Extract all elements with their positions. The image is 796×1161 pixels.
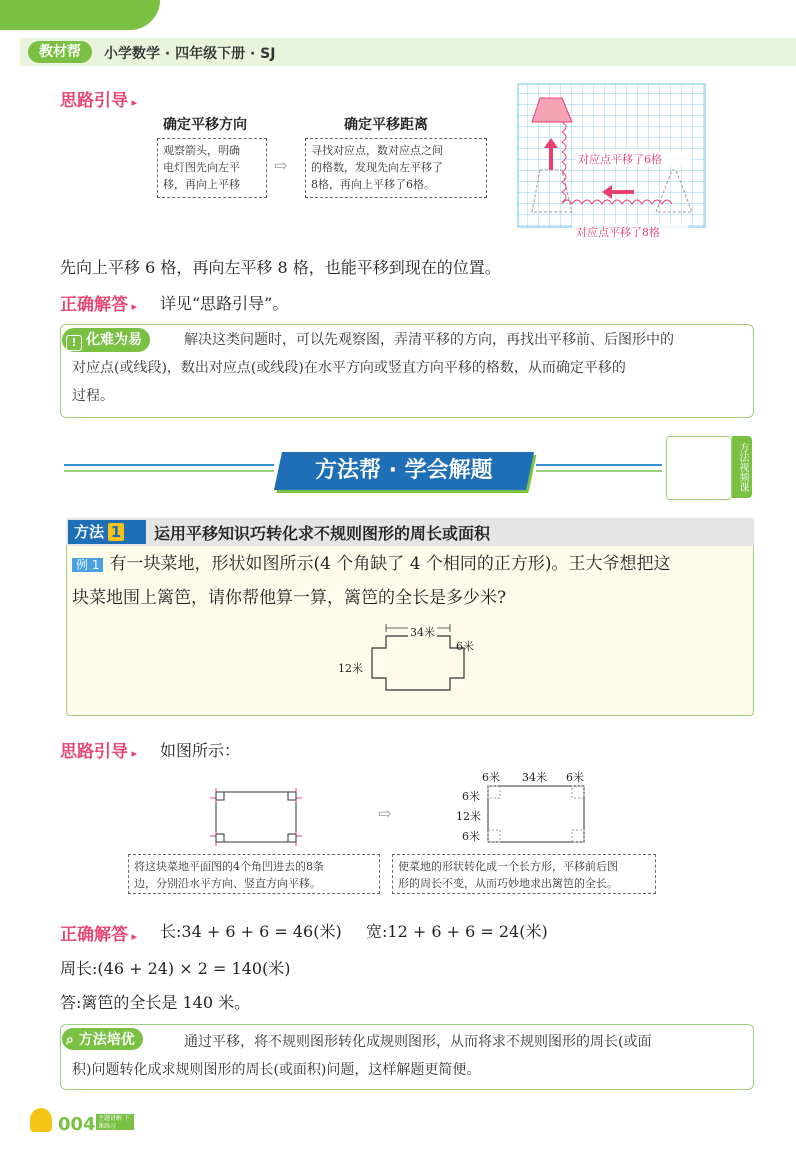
field-side-length: 12米 (338, 662, 363, 675)
step1-line: 观察箭头，明确 (163, 144, 240, 157)
method-tag (68, 520, 146, 544)
step2-line: 8格，再向上平移了6格。 (311, 178, 435, 191)
brand-badge: 教材帮 (28, 41, 92, 63)
rect-top-left-length: 6米 (482, 771, 500, 784)
header-title: 小学数学 · 四年级下册 · SJ (104, 46, 276, 62)
answer-label-text: 正确解答 (60, 925, 128, 945)
step1-title: 确定平移方向 (163, 117, 247, 133)
rect-top-middle-length: 34米 (522, 771, 547, 784)
search-icon: ⌕ (66, 1032, 79, 1048)
banner-title: 方法帮 · 学会解题 (315, 458, 493, 483)
section-label-text: 思路引导 (60, 742, 128, 762)
banner-rule-right (536, 464, 662, 466)
answer-width: 宽:12 + 6 + 6 = 24(米) (366, 922, 548, 941)
rect-left-bottom-length: 6米 (462, 830, 480, 843)
label-arrow-icon: ▸ (128, 930, 138, 943)
answer-perimeter: 周长:(46 + 24) × 2 = 140(米) (60, 959, 291, 978)
video-tab-box[interactable] (666, 436, 732, 500)
label-arrow-icon: ▸ (128, 300, 138, 313)
label-arrow-icon: ▸ (128, 747, 138, 760)
example-line: 块菜地围上篱笆，请你帮他算一算，篱笆的全长是多少米? (72, 588, 507, 608)
section-banner (274, 452, 534, 490)
footer-subtitle: 主题讲解 下课练习 (96, 1114, 134, 1130)
step1-line: 电灯图先向左平 (163, 161, 240, 174)
tip-line: 对应点(或线段)，数出对应点(或线段)在水平方向或竖直方向平移的格数，从而确定平移的 (72, 360, 626, 376)
answer-label-text: 正确解答 (60, 295, 128, 315)
tip-tag-text: 化难为易 (86, 332, 142, 348)
note-line: 使菜地的形状转化成一个长方形，平移前后图 (398, 860, 618, 873)
method-number: 1 (108, 523, 124, 541)
note-line: 边，分别沿水平方向、竖直方向平移。 (134, 877, 321, 890)
tip-tag-simplify (62, 328, 150, 352)
answer-label-2 (60, 920, 137, 945)
rect-top-right-length: 6米 (566, 771, 584, 784)
right-arrow-icon: ⇨ (378, 804, 392, 823)
page-number: 004 (58, 1114, 96, 1135)
rect-left-top-length: 6米 (462, 790, 480, 803)
step2-line: 的格数，发现先向左平移了 (311, 161, 443, 174)
right-arrow-icon: ⇨ (274, 156, 288, 175)
section-label-thinking-2 (60, 737, 137, 762)
banner-rule-left-2 (64, 470, 274, 472)
tip-line: 积)问题转化成求规则图形的周长(或面积)问题，这样解题更简便。 (72, 1062, 481, 1078)
note-right-box (392, 854, 656, 894)
answer-label-1 (60, 290, 137, 315)
section-label-thinking (60, 86, 137, 111)
step2-box (305, 138, 487, 198)
tip-line: 解决这类问题时，可以先观察图，弄清平移的方向，再找出平移前、后图形中的 (184, 332, 674, 348)
grid-label-up: 对应点平移了6格 (578, 153, 662, 166)
note-left-box (128, 854, 380, 894)
step1-box (157, 138, 267, 198)
answer-text-1: 详见“思路引导”。 (160, 294, 289, 313)
step2-line: 寻找对应点，数对应点之间 (311, 144, 443, 157)
note-line: 形的周长不变，从而巧妙地求出篱笆的全长。 (398, 877, 618, 890)
tip-line: 过程。 (72, 388, 114, 404)
answer-final: 答:篱笆的全长是 140 米。 (60, 993, 251, 1012)
rect-left-middle-length: 12米 (456, 810, 481, 823)
step1-line: 移，再向上平移 (163, 178, 240, 191)
note-line: 将这块菜地平面图的4个角凹进去的8条 (134, 860, 324, 873)
translation-arrows-figure (206, 786, 306, 848)
exclamation-icon: ! (66, 335, 82, 351)
top-color-band (0, 0, 160, 30)
method-tag-text: 方法 (74, 523, 105, 541)
field-top-length: 34米 (410, 626, 435, 639)
banner-rule-right-2 (536, 470, 662, 472)
tip-line: 通过平移，将不规则图形转化成规则图形，从而将求不规则图形的周长(或面 (184, 1034, 652, 1050)
answer-length: 长:34 + 6 + 6 = 46(米) (160, 922, 342, 941)
example-line (72, 548, 671, 581)
section-label-text: 思路引导 (60, 91, 128, 111)
label-arrow-icon: ▸ (128, 96, 138, 109)
tip-tag-method (62, 1028, 143, 1050)
example-text: 有一块菜地，形状如图所示(4 个角缺了 4 个相同的正方形)。王大爷想把这 (109, 554, 671, 574)
section2-intro: 如图所示： (160, 741, 241, 760)
conclusion-sentence: 先向上平移 6 格，再向左平移 8 格，也能平移到现在的位置。 (60, 258, 501, 277)
grid-label-left: 对应点平移了8格 (576, 226, 660, 239)
method-title: 运用平移知识巧转化求不规则图形的周长或面积 (154, 524, 491, 543)
tip-tag-text: 方法培优 (78, 1032, 135, 1048)
banner-rule-left (64, 464, 274, 466)
step2-title: 确定平移距离 (344, 117, 428, 133)
field-corner-length: 6米 (456, 640, 474, 653)
mascot-icon (30, 1108, 52, 1132)
rectangle-result-figure (484, 782, 588, 846)
video-tab-label[interactable]: 方法视频课 (732, 436, 752, 498)
example-tag: 例 1 (72, 558, 103, 572)
